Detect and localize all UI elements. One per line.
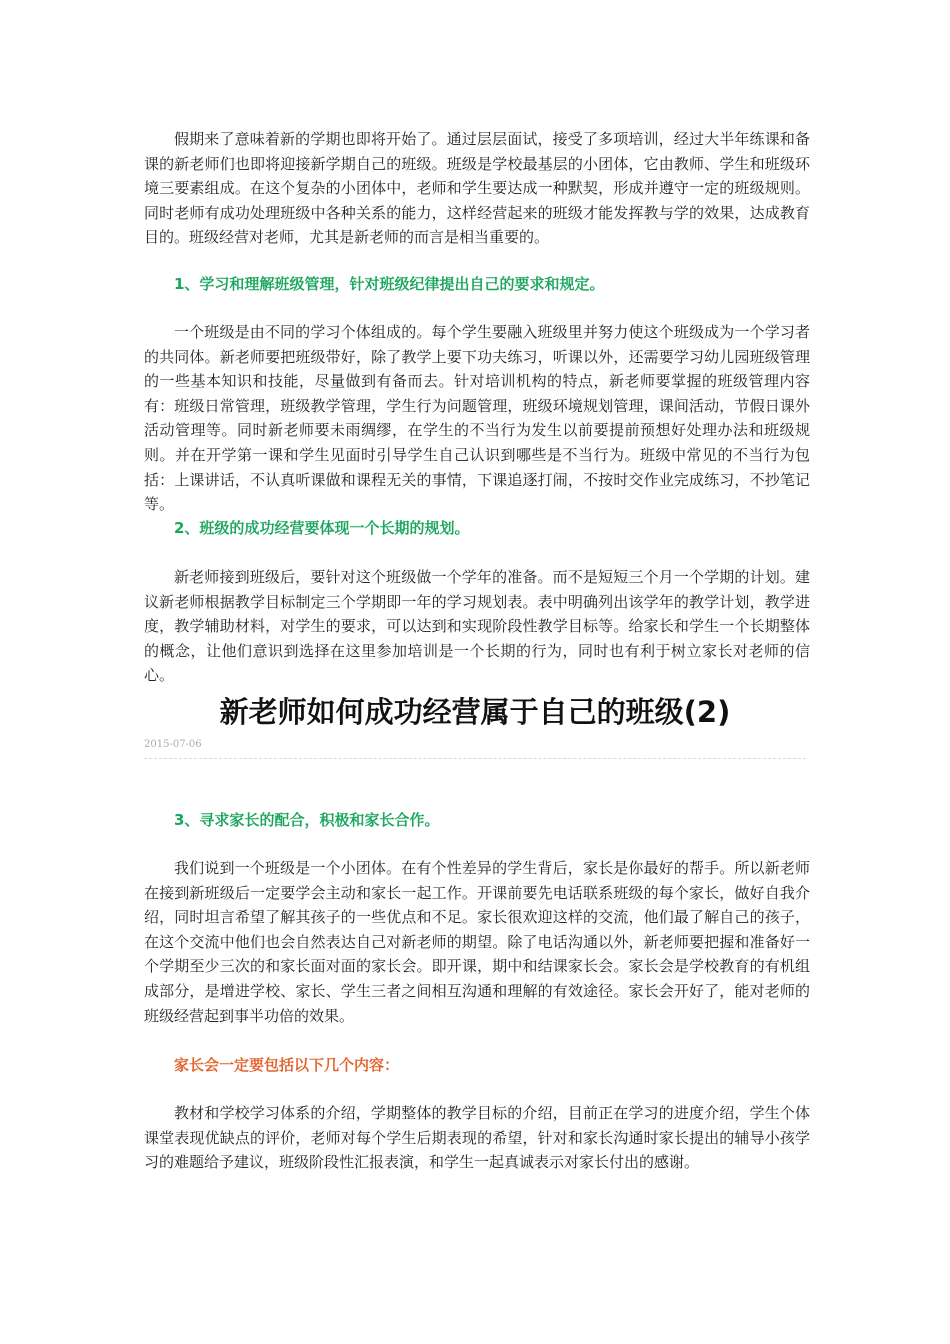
section-paragraph-4: 教材和学校学习体系的介绍，学期整体的教学目标的介绍，目前正在学习的进度介绍，学生个体课堂表现优缺点的评价，老师对每个学生后期表现的希望，针对和家长沟通时家长提出的辅导小孩学习的难题给予建议，班级阶段性汇报表演，和学生一起真诚表示对家长付出的感谢。 xyxy=(144,1104,810,1172)
section-heading-3: 3、寻求家长的配合，积极和家长合作。 xyxy=(174,811,440,829)
section-paragraph-1: 一个班级是由不同的学习个体组成的。每个学生要融入班级里并努力使这个班级成为一个学习者的共同体。新老师要把班级带好，除了教学上要下功夫练习，听课以外，还需要学习幼儿园班级管理的一些基本知识和技能，尽量做到有备而去。针对培训机构的特点，新老师要掌握的班级管理内容有：班级日常管理，班级教学管理，学生行为问题管理，班级环境规划管理，课间活动，节假日课外活动管理等。同时新老师要未雨绸缪，在学生的不当行为发生以前要提前预想好处理办法和班级规则。并在开学第一课和学生见面时引导学生自己认识到哪些是不当行为。班级中常见的不当行为包括：上课讲话，不认真听课做和课程无关的事情，下课追逐打闹，不按时交作业完成练习，不抄笔记等。 xyxy=(144,323,810,514)
section-heading-2: 2、班级的成功经营要体现一个长期的规划。 xyxy=(174,519,470,537)
intro-paragraph: 假期来了意味着新的学期也即将开始了。通过层层面试，接受了多项培训，经过大半年练课和备课的新老师们也即将迎接新学期自己的班级。班级是学校最基层的小团体，它由教师、学生和班级环境三要素组成。在这个复杂的小团体中，老师和学生要达成一种默契，形成并遵守一定的班级规则。同时老师有成功处理班级中各种关系的能力，这样经营起来的班级才能发挥教与学的效果，达成教育目的。班级经营对老师，尤其是新老师的而言是相当重要的。 xyxy=(144,130,810,247)
publish-date: 2015-07-06 xyxy=(144,739,202,750)
section-heading-4: 家长会一定要包括以下几个内容： xyxy=(174,1056,400,1074)
section-paragraph-2: 新老师接到班级后，要针对这个班级做一个学年的准备。而不是短短三个月一个学期的计划。建议新老师根据教学目标制定三个学期即一年的学习规划表。表中明确列出该学年的教学计划，教学进度，教学辅助材料，对学生的要求，可以达到和实现阶段性教学目标等。给家长和学生一个长期整体的概念，让他们意识到选择在这里参加培训是一个长期的行为，同时也有利于树立家长对老师的信心。 xyxy=(144,568,810,685)
title-divider xyxy=(144,758,806,759)
section-heading-1: 1、学习和理解班级管理，针对班级纪律提出自己的要求和规定。 xyxy=(174,275,605,293)
section-paragraph-3: 我们说到一个班级是一个小团体。在有个性差异的学生背后，家长是你最好的帮手。所以新老师在接到新班级后一定要学会主动和家长一起工作。开课前要先电话联系班级的每个家长，做好自我介绍，同时坦言希望了解其孩子的一些优点和不足。家长很欢迎这样的交流，他们最了解自己的孩子，在这个交流中他们也会自然表达自己对新老师的期望。除了电话沟通以外，新老师要把握和准备好一个学期至少三次的和家长面对面的家长会。即开课，期中和结课家长会。家长会是学校教育的有机组成部分，是增进学校、家长、学生三者之间相互沟通和理解的有效途径。家长会开好了，能对老师的班级经营起到事半功倍的效果。 xyxy=(144,859,810,1025)
article-title: 新老师如何成功经营属于自己的班级(2) xyxy=(219,695,731,729)
